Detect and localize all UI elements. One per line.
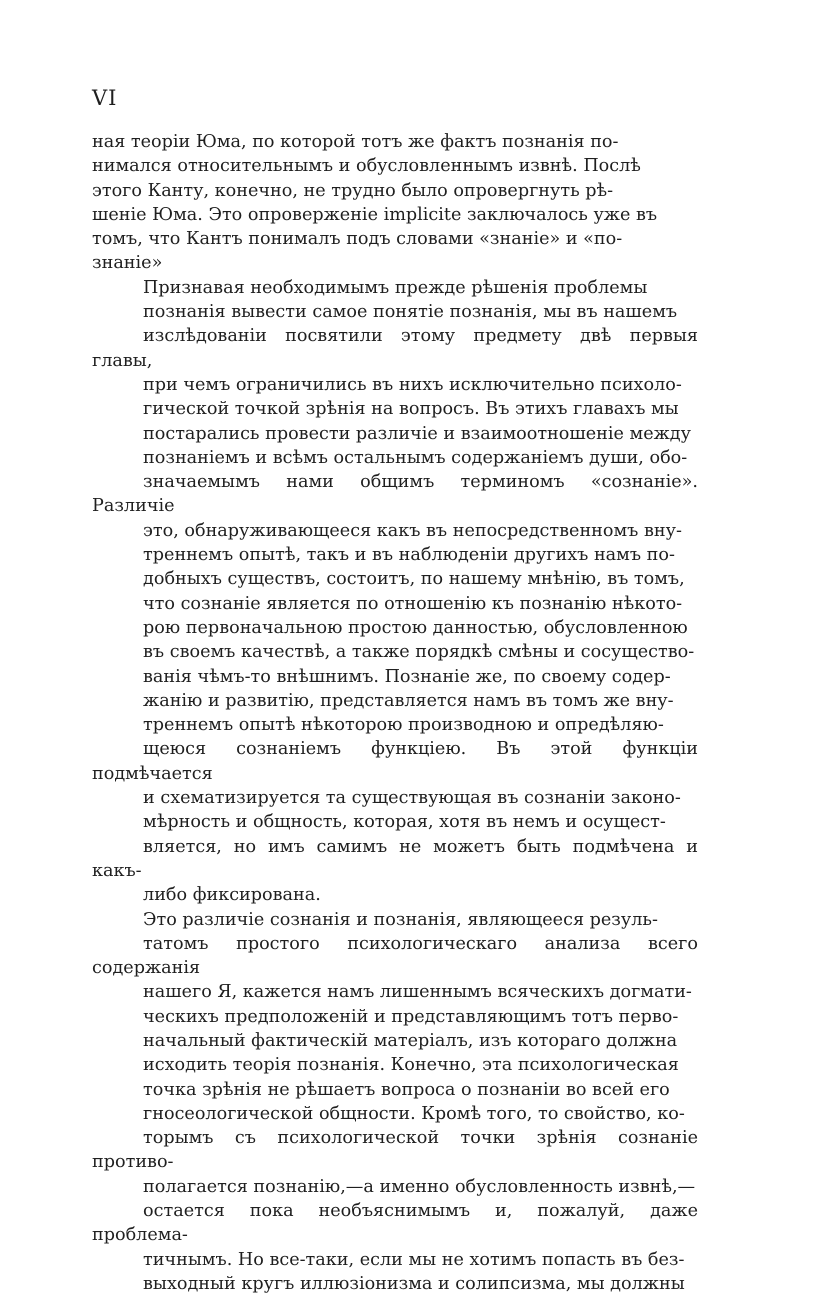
- paragraph-3: [92, 908, 698, 1296]
- paragraph-2: [92, 276, 698, 908]
- text-line: это, обнаруживающееся какъ въ непосредственномъ вну-: [92, 519, 698, 543]
- page-number: VI: [92, 86, 117, 110]
- text-line: остается пока необъяснимымъ и, пожалуй, даже проблема-: [92, 1199, 698, 1248]
- text-line: ная теоріи Юма, по которой тотъ же фактъ познанія по-: [92, 130, 698, 154]
- text-line: мѣрность и общность, которая, хотя въ немъ и осущест-: [92, 810, 698, 834]
- text-line: познаніемъ и всѣмъ остальнымъ содержаніемъ души, обо-: [92, 446, 698, 470]
- text-line: познанія вывести самое понятіе познанія, мы въ нашемъ: [92, 300, 698, 324]
- text-line: полагается познанію,—а именно обусловленность извнѣ,—: [92, 1175, 698, 1199]
- text-line: торымъ съ психологической точки зрѣнія сознаніе противо-: [92, 1126, 698, 1175]
- text-line: томъ, что Кантъ понималъ подъ словами «знаніе» и «по-: [92, 227, 698, 251]
- text-line: либо фиксирована.: [92, 883, 698, 907]
- text-line: Признавая необходимымъ прежде рѣшенія проблемы: [143, 278, 647, 298]
- text-line: Это различіе сознанія и познанія, являющееся резуль-: [143, 910, 658, 930]
- text-line: выходный кругъ иллюзіонизма и солипсизма, мы должны: [92, 1272, 698, 1296]
- text-line: постарались провести различіе и взаимоотношеніе между: [92, 422, 698, 446]
- text-line: исходить теорія познанія. Конечно, эта психологическая: [92, 1053, 698, 1077]
- text-line: въ своемъ качествѣ, а также порядкѣ смѣны и сосущество-: [92, 640, 698, 664]
- text-line: вляется, но имъ самимъ не можетъ быть подмѣчена и какъ-: [92, 835, 698, 884]
- text-line: изслѣдованіи посвятили этому предмету двѣ первыя главы,: [92, 324, 698, 373]
- text-line: нимался относительнымъ и обусловленнымъ извнѣ. Послѣ: [92, 154, 698, 178]
- text-line: тичнымъ. Но все-таки, если мы не хотимъ попасть въ без-: [92, 1248, 698, 1272]
- text-line: нашего Я, кажется намъ лишеннымъ всяческихъ догмати-: [92, 980, 698, 1004]
- text-line: татомъ простого психологическаго анализа всего содержанія: [92, 932, 698, 981]
- text-line: точка зрѣнія не рѣшаетъ вопроса о познаніи во всей его: [92, 1078, 698, 1102]
- text-line: ческихъ предположеній и представляющимъ тотъ перво-: [92, 1005, 698, 1029]
- text-line: треннемъ опытѣ, такъ и въ наблюденіи другихъ намъ по-: [92, 543, 698, 567]
- text-line: что сознаніе является по отношенію къ познанію нѣкото-: [92, 592, 698, 616]
- text-line: этого Канту, конечно, не трудно было опровергнуть рѣ-: [92, 179, 698, 203]
- text-line: начальный фактическій матеріалъ, изъ котораго должна: [92, 1029, 698, 1053]
- body-text: [92, 130, 698, 1296]
- text-line: рою первоначальною простою данностью, обусловленною: [92, 616, 698, 640]
- text-line: гносеологической общности. Кромѣ того, то свойство, ко-: [92, 1102, 698, 1126]
- text-line: добныхъ существъ, состоитъ, по нашему мнѣнію, въ томъ,: [92, 567, 698, 591]
- text-line: значаемымъ нами общимъ терминомъ «сознаніе». Различіе: [92, 470, 698, 519]
- text-line: при чемъ ограничились въ нихъ исключительно психоло-: [92, 373, 698, 397]
- text-line: шеніе Юма. Это опроверженіе implicite заключалось уже въ: [92, 203, 698, 227]
- text-line: знаніе»: [92, 251, 698, 275]
- paragraph-1: [92, 130, 698, 276]
- text-line: треннемъ опытѣ нѣкоторою производною и опредѣляю-: [92, 713, 698, 737]
- text-line: и схематизируется та существующая въ сознаніи законо-: [92, 786, 698, 810]
- text-line: ванія чѣмъ-то внѣшнимъ. Познаніе же, по своему содер-: [92, 665, 698, 689]
- text-line: гической точкой зрѣнія на вопросъ. Въ этихъ главахъ мы: [92, 397, 698, 421]
- text-line: жанію и развитію, представляется намъ въ томъ же вну-: [92, 689, 698, 713]
- text-line: щеюся сознаніемъ функціею. Въ этой функціи подмѣчается: [92, 737, 698, 786]
